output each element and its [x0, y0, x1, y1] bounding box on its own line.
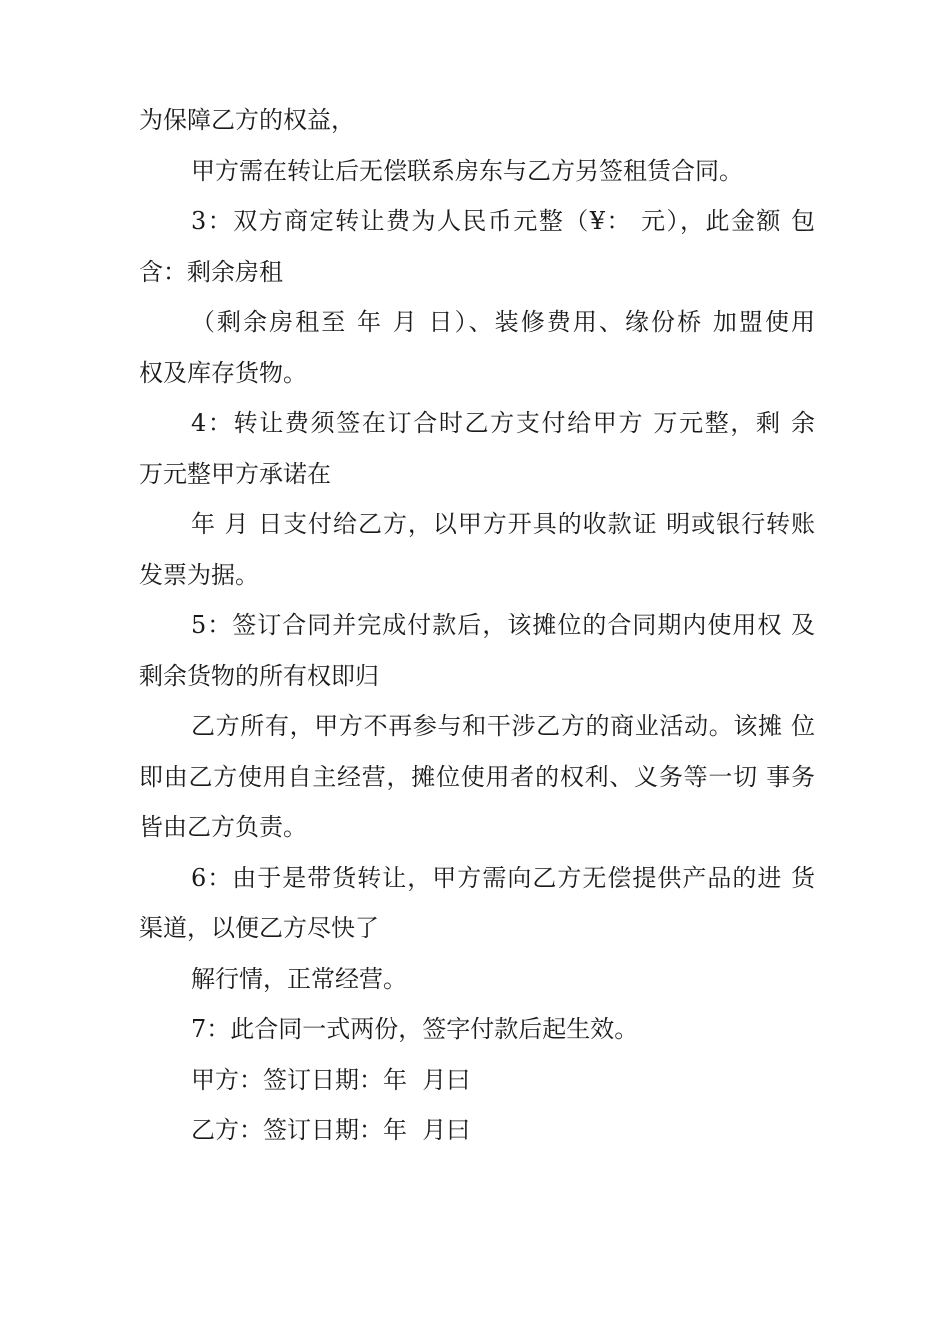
party-a-signature-line: 甲方：签订日期：年 月曰 — [191, 1065, 471, 1094]
text-line: 发票为据。 — [139, 560, 259, 589]
text-line: （剩余房租至 年 月 日）、装修费用、缘份桥 加盟使用 — [191, 308, 815, 336]
clause-5: 5：签订合同并完成付款后，该摊位的合同期内使用权 及 — [191, 611, 815, 639]
text-line: 权及库存货物。 — [139, 358, 307, 387]
clause-3: 3：双方商定转让费为人民币元整（¥： 元），此金额 包 — [191, 207, 815, 235]
clause-6: 6：由于是带货转让，甲方需向乙方无偿提供产品的进 货 — [191, 863, 815, 892]
text-line: 剩余货物的所有权即归 — [139, 661, 379, 690]
text-line: 渠道，以便乙方尽快了 — [139, 914, 379, 942]
text-line: 皆由乙方负责。 — [139, 813, 307, 841]
text-line: 含：剩余房租 — [139, 257, 283, 286]
text-line: 解行情，正常经营。 — [191, 964, 407, 993]
clause-7: 7：此合同一式两份，签字付款后起生效。 — [191, 1015, 639, 1043]
contract-body — [139, 95, 815, 1156]
text-line: 乙方所有，甲方不再参与和干涉乙方的商业活动。该摊 位 — [191, 712, 815, 740]
text-line: 为保障乙方的权益， — [139, 106, 355, 134]
clause-4: 4：转让费须签在订合时乙方支付给甲方 万元整，剩 余 — [191, 409, 815, 437]
text-line: 即由乙方使用自主经营，摊位使用者的权利、义务等一切 事务 — [139, 762, 815, 791]
party-b-signature-line: 乙方：签订日期：年 月曰 — [191, 1116, 471, 1144]
text-line: 年 月 日支付给乙方，以甲方开具的收款证 明或银行转账 — [191, 510, 815, 538]
text-line: 万元整甲方承诺在 — [139, 459, 331, 488]
text-line: 甲方需在转让后无偿联系房东与乙方另签租赁合同。 — [191, 156, 743, 185]
